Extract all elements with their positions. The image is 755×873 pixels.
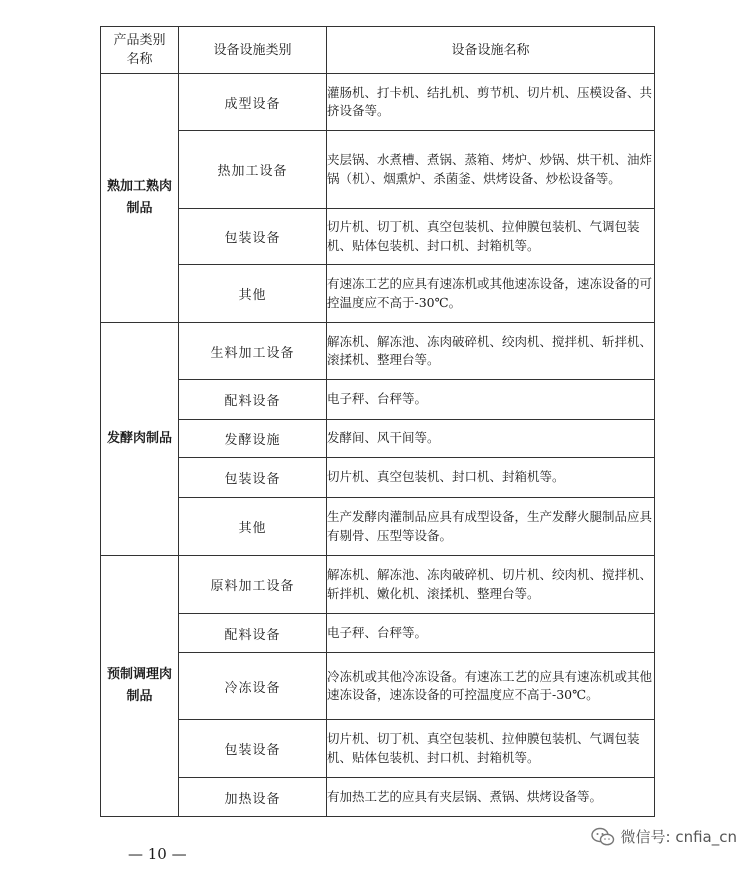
- table-row: [101, 265, 655, 323]
- equipment-type-cell: 包装设备: [179, 720, 327, 778]
- table-header-row: [101, 27, 655, 74]
- equipment-names-cell: 电子秤、台秤等。: [327, 614, 655, 653]
- equipment-names-cell: 发酵间、风干间等。: [327, 420, 655, 458]
- equipment-names-cell: 有加热工艺的应具有夹层锅、煮锅、烘烤设备等。: [327, 778, 655, 817]
- equipment-names-cell: 切片机、真空包装机、封口机、封箱机等。: [327, 458, 655, 498]
- page-number: — 10 —: [128, 845, 187, 863]
- watermark-text: 微信号: cnfia_cn: [620, 828, 737, 846]
- equipment-names-cell: 有速冻工艺的应具有速冻机或其他速冻设备，速冻设备的可控温度应不高于-30℃。: [327, 265, 655, 323]
- equipment-names-cell: 电子秤、台秤等。: [327, 380, 655, 420]
- equipment-names-cell: 切片机、切丁机、真空包装机、拉伸膜包装机、气调包装机、贴体包装机、封口机、封箱机等。: [327, 209, 655, 265]
- equipment-type-cell: 配料设备: [179, 380, 327, 420]
- equipment-names-cell: 夹层锅、水煮槽、煮锅、蒸箱、烤炉、炒锅、烘干机、油炸锅（机）、烟熏炉、杀菌釜、烘烤设备、炒松设备等。: [327, 131, 655, 209]
- equipment-type-cell: 其他: [179, 265, 327, 323]
- equipment-type-cell: 其他: [179, 498, 327, 556]
- table-row: [101, 653, 655, 720]
- wechat-icon: [591, 827, 615, 847]
- equipment-type-cell: 原料加工设备: [179, 556, 327, 614]
- equipment-type-cell: 冷冻设备: [179, 653, 327, 720]
- equipment-type-cell: 发酵设施: [179, 420, 327, 458]
- table-row: [101, 420, 655, 458]
- table-row: [101, 458, 655, 498]
- equipment-type-cell: 包装设备: [179, 458, 327, 498]
- equipment-names-cell: 解冻机、解冻池、冻肉破碎机、切片机、绞肉机、搅拌机、斩拌机、嫩化机、滚揉机、整理台等。: [327, 556, 655, 614]
- category-cell: 熟加工熟肉制品: [101, 74, 179, 323]
- category-cell: 发酵肉制品: [101, 323, 179, 556]
- equipment-type-cell: 包装设备: [179, 209, 327, 265]
- equipment-names-cell: 冷冻机或其他冷冻设备。有速冻工艺的应具有速冻机或其他速冻设备，速冻设备的可控温度应不高于-30℃。: [327, 653, 655, 720]
- category-cell: 预制调理肉制品: [101, 556, 179, 817]
- header-equipment-type: 设备设施类别: [179, 27, 327, 74]
- table-row: [101, 380, 655, 420]
- table-row: [101, 74, 655, 131]
- table-row: [101, 323, 655, 380]
- table-row: [101, 778, 655, 817]
- equipment-names-cell: 生产发酵肉灌制品应具有成型设备，生产发酵火腿制品应具有剔骨、压型等设备。: [327, 498, 655, 556]
- table-row: [101, 209, 655, 265]
- header-equipment-names: 设备设施名称: [327, 27, 655, 74]
- table-row: [101, 720, 655, 778]
- equipment-names-cell: 灌肠机、打卡机、结扎机、剪节机、切片机、压模设备、共挤设备等。: [327, 74, 655, 131]
- table-row: [101, 614, 655, 653]
- equipment-type-cell: 配料设备: [179, 614, 327, 653]
- header-product-category: 产品类别名称: [101, 27, 179, 74]
- watermark: [591, 826, 737, 847]
- table-row: [101, 131, 655, 209]
- equipment-type-cell: 生料加工设备: [179, 323, 327, 380]
- equipment-names-cell: 解冻机、解冻池、冻肉破碎机、绞肉机、搅拌机、斩拌机、滚揉机、整理台等。: [327, 323, 655, 380]
- equipment-type-cell: 热加工设备: [179, 131, 327, 209]
- equipment-table: [100, 26, 655, 817]
- equipment-type-cell: 成型设备: [179, 74, 327, 131]
- table-row: [101, 498, 655, 556]
- equipment-names-cell: 切片机、切丁机、真空包装机、拉伸膜包装机、气调包装机、贴体包装机、封口机、封箱机等。: [327, 720, 655, 778]
- equipment-type-cell: 加热设备: [179, 778, 327, 817]
- table-row: [101, 556, 655, 614]
